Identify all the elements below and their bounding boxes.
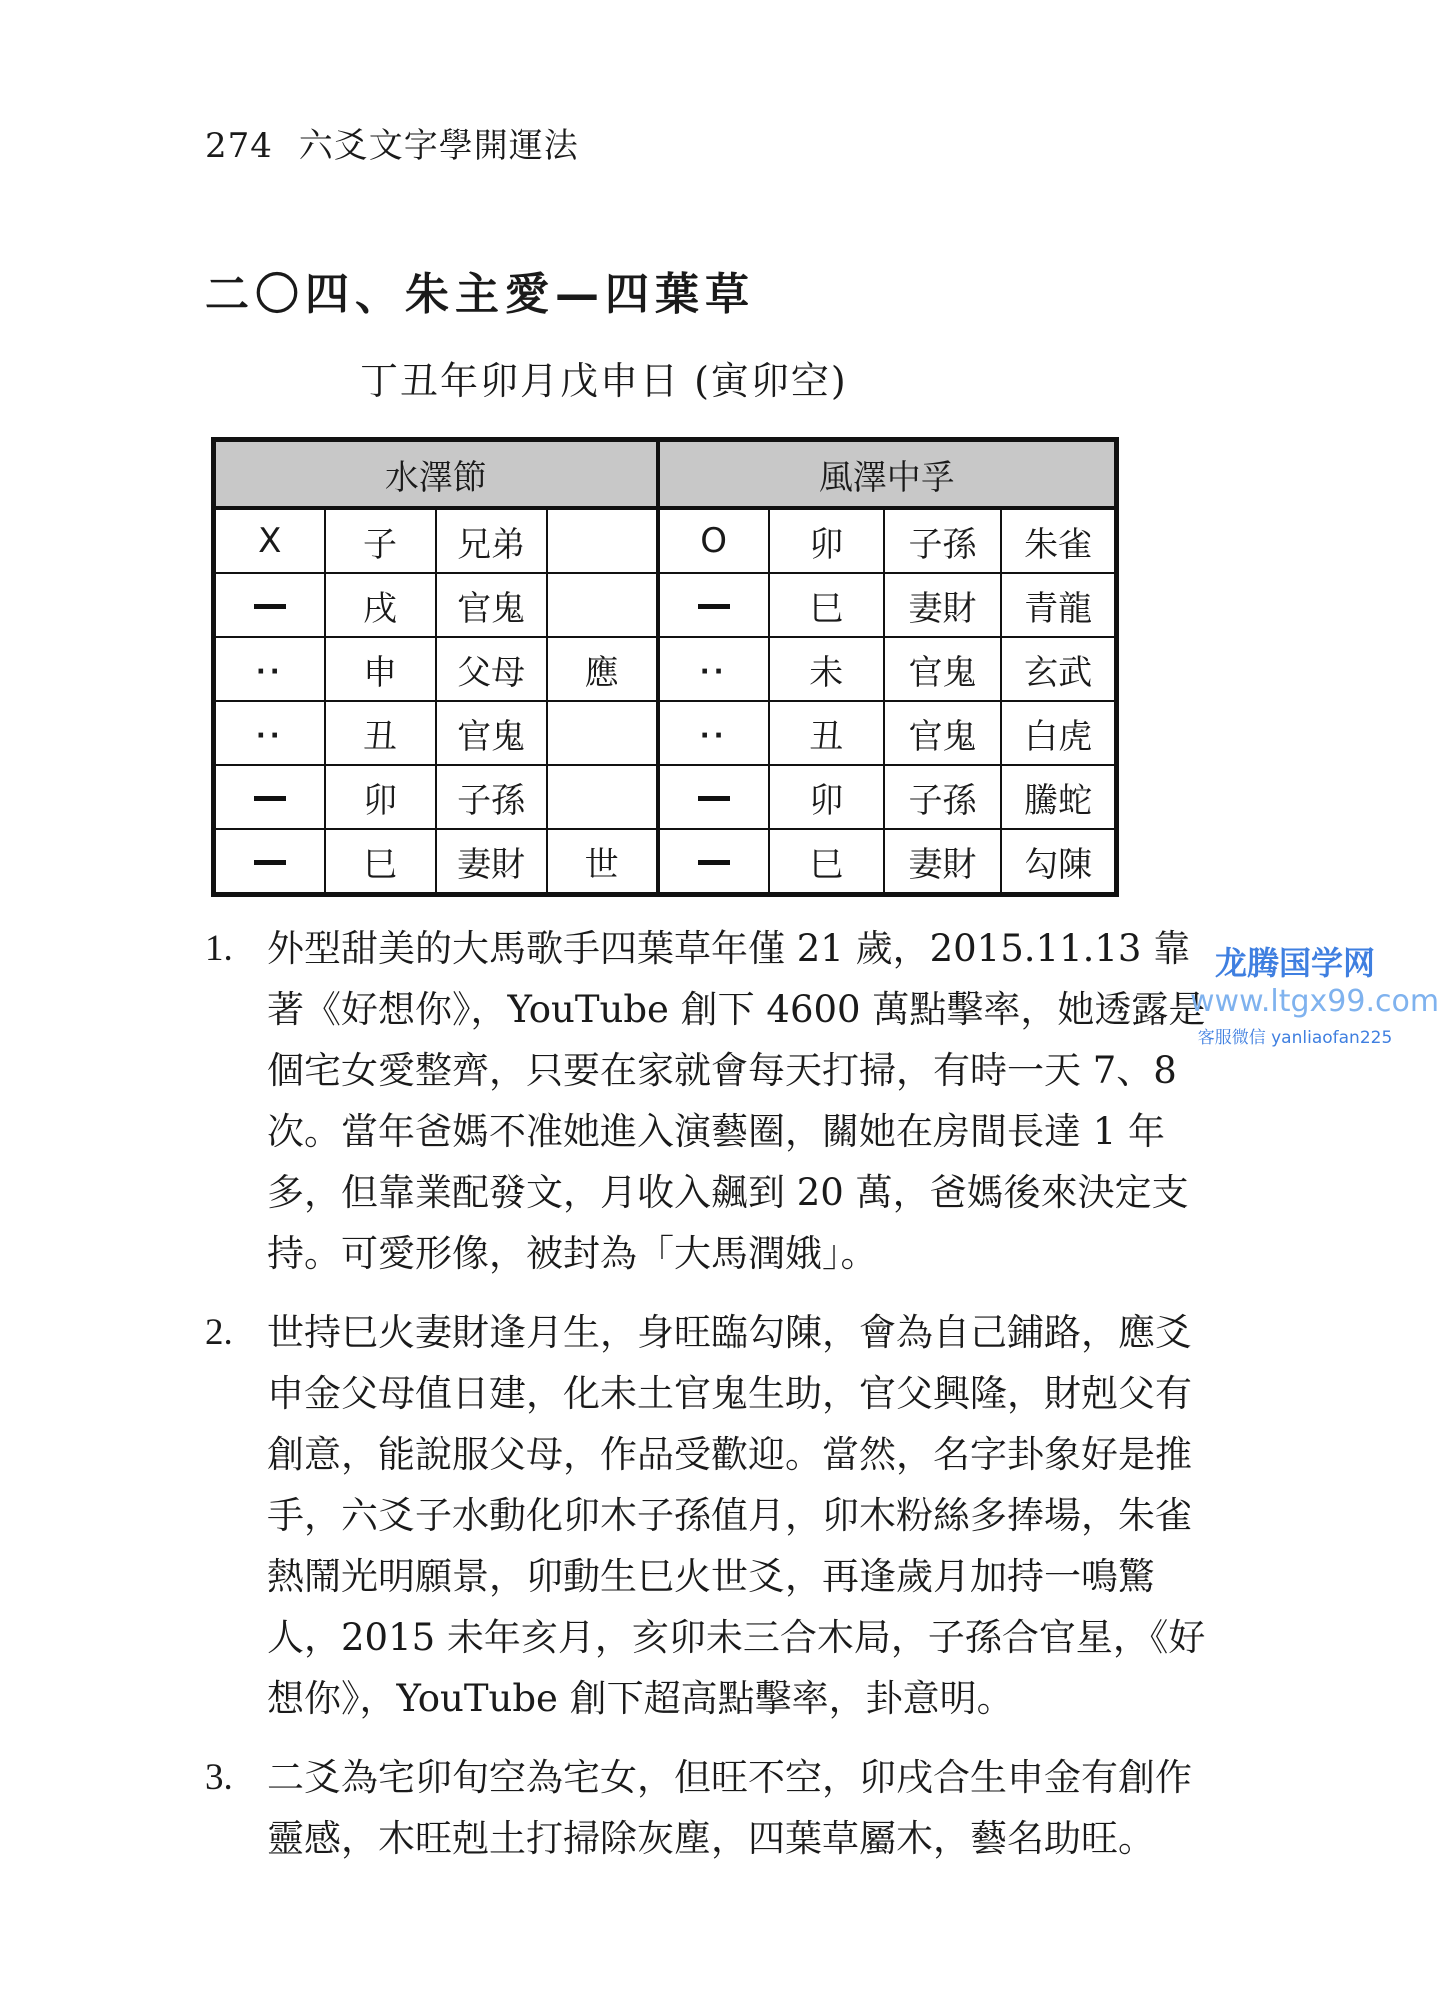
right-relation: 官鬼	[884, 637, 1001, 701]
left-line-symbol	[214, 573, 325, 637]
yang-line-icon	[254, 860, 286, 865]
left-marker: 世	[547, 829, 658, 895]
right-line-symbol	[658, 829, 769, 895]
left-branch: 子	[325, 508, 436, 573]
yang-line-icon	[254, 604, 286, 609]
yin-line-icon: ··	[699, 657, 728, 687]
item-text: 世持巳火妻財逢月生，身旺臨勾陳，會為自己鋪路，應爻申金父母值日建，化未土官鬼生助，官父興隆，財剋父有創意，能說服父母，作品受歡迎。當然，名字卦象好是推手，六爻子水動化卯木子孫值月，卯木粉絲多捧場，朱雀熱鬧光明願景，卯動生巳火世爻，再逢歲月加持一鳴驚人，2015 未年亥月，亥卯未三合木局，子孫合官星，《好想你》，YouTube 創下超高點擊率，卦意明。	[267, 1311, 1206, 1720]
watermark-site-name: 龙腾国学网	[1214, 944, 1375, 982]
date-line: 丁丑年卯月戊申日 (寅卯空)	[360, 359, 848, 403]
item-text: 二爻為宅卯旬空為宅女，但旺不空，卯戌合生申金有創作靈感，木旺剋土打掃除灰塵，四葉草屬木，藝名助旺。	[267, 1756, 1192, 1860]
hexagram-rows	[214, 508, 1117, 895]
page-number: 274	[205, 126, 273, 166]
list-item	[205, 1747, 1215, 1869]
right-line-symbol	[658, 701, 769, 765]
left-marker	[547, 701, 658, 765]
left-line-symbol	[214, 637, 325, 701]
right-relation: 子孫	[884, 765, 1001, 829]
item-number: 3.	[205, 1757, 233, 1798]
yin-line-icon: ··	[255, 721, 284, 751]
book-title: 六爻文字學開運法	[298, 126, 579, 166]
left-line-symbol	[214, 765, 325, 829]
list-item	[205, 1302, 1215, 1729]
right-spirit: 朱雀	[1001, 508, 1116, 573]
left-line-symbol	[214, 829, 325, 895]
section-title: 二〇四、朱主愛—四葉草	[205, 269, 755, 320]
left-relation: 兄弟	[436, 508, 547, 573]
left-relation: 妻財	[436, 829, 547, 895]
hexagram-table	[211, 437, 1119, 897]
yang-line-icon	[698, 604, 730, 609]
right-line-symbol	[658, 765, 769, 829]
item-number: 2.	[205, 1312, 233, 1353]
left-branch: 巳	[325, 829, 436, 895]
left-marker	[547, 765, 658, 829]
right-hexagram-title: 風澤中孚	[658, 440, 1117, 509]
right-spirit: 騰蛇	[1001, 765, 1116, 829]
right-spirit: 玄武	[1001, 637, 1116, 701]
yang-line-icon	[254, 796, 286, 801]
table-row	[214, 508, 1117, 573]
yang-line-icon	[698, 796, 730, 801]
right-branch: 未	[769, 637, 884, 701]
right-branch: 卯	[769, 508, 884, 573]
running-head	[205, 118, 579, 167]
right-relation: 官鬼	[884, 701, 1001, 765]
left-branch: 卯	[325, 765, 436, 829]
right-relation: 妻財	[884, 829, 1001, 895]
list-item	[205, 918, 1215, 1284]
right-branch: 丑	[769, 701, 884, 765]
left-branch: 戌	[325, 573, 436, 637]
left-relation: 官鬼	[436, 573, 547, 637]
left-line-symbol	[214, 701, 325, 765]
watermark-url: www.ltgx99.com	[1190, 984, 1439, 1019]
table-row	[214, 765, 1117, 829]
right-branch: 巳	[769, 829, 884, 895]
right-spirit: 勾陳	[1001, 829, 1116, 895]
right-branch: 卯	[769, 765, 884, 829]
yin-line-icon: ··	[255, 657, 284, 687]
left-marker	[547, 573, 658, 637]
item-text: 外型甜美的大馬歌手四葉草年僅 21 歲，2015.11.13 靠著《好想你》，YouTube 創下 4600 萬點擊率，她透露是個宅女愛整齊，只要在家就會每天打掃，有時一天 7、8 次。當年爸媽不准她進入演藝圈，關她在房間長達 1 年多，但靠業配發文，月收入飆到 20 萬，爸媽後來決定支持。可愛形像，被封為「大馬潤娥」。	[267, 927, 1206, 1275]
watermark-contact: 客服微信 yanliaofan225	[1197, 1028, 1393, 1048]
table-row	[214, 829, 1117, 895]
left-branch: 申	[325, 637, 436, 701]
table-row	[214, 637, 1117, 701]
table-row	[214, 701, 1117, 765]
right-line-symbol: O	[658, 508, 769, 573]
left-hexagram-title: 水澤節	[214, 440, 658, 509]
left-line-symbol: X	[214, 508, 325, 573]
right-relation: 子孫	[884, 508, 1001, 573]
watermark	[1190, 938, 1439, 1048]
left-relation: 官鬼	[436, 701, 547, 765]
right-spirit: 白虎	[1001, 701, 1116, 765]
left-relation: 子孫	[436, 765, 547, 829]
item-number: 1.	[205, 928, 233, 969]
right-line-symbol	[658, 637, 769, 701]
left-relation: 父母	[436, 637, 547, 701]
right-spirit: 青龍	[1001, 573, 1116, 637]
right-relation: 妻財	[884, 573, 1001, 637]
left-marker: 應	[547, 637, 658, 701]
yin-line-icon: ··	[699, 721, 728, 751]
left-branch: 丑	[325, 701, 436, 765]
right-branch: 巳	[769, 573, 884, 637]
table-row	[214, 573, 1117, 637]
commentary-list	[205, 918, 1215, 1887]
right-line-symbol	[658, 573, 769, 637]
yang-line-icon	[698, 860, 730, 865]
left-marker	[547, 508, 658, 573]
